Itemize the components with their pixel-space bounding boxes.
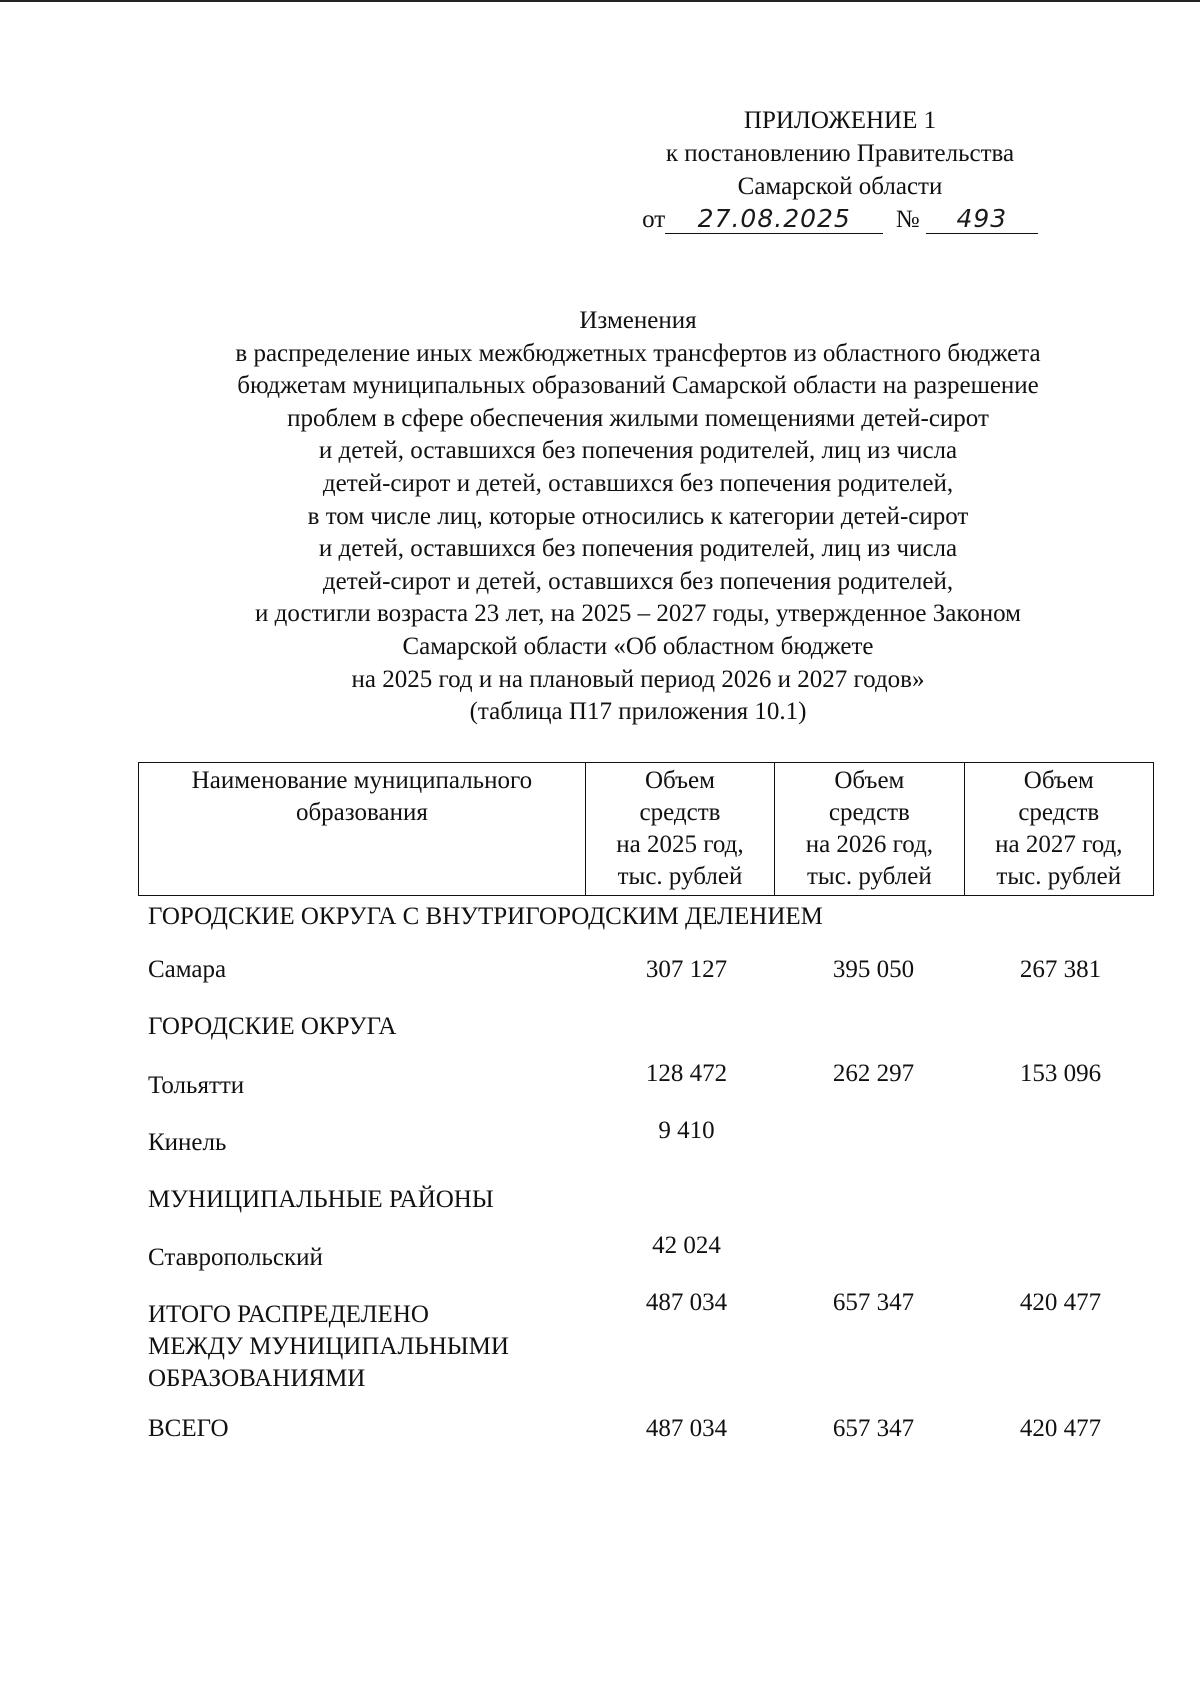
title-line: детей-сирот и детей, оставшихся без попечения родителей, — [322, 567, 954, 595]
header-name-line: Наименование муниципального — [191, 767, 533, 794]
number-sign: № — [895, 206, 920, 233]
section-heading-municipal-districts: МУНИЦИПАЛЬНЫЕ РАЙОНЫ — [148, 1186, 494, 1213]
title-line: и достигли возраста 23 лет, на 2025 – 2027 годы, утвержденное Законом — [255, 600, 1021, 628]
section-heading-city-districts-inner: ГОРОДСКИЕ ОКРУГА С ВНУТРИГОРОДСКИМ ДЕЛЕНИЕМ — [148, 903, 823, 930]
value-2026: 657 347 — [832, 1289, 915, 1316]
header-2025-line: тыс. рублей — [617, 863, 743, 890]
value-2027: 153 096 — [1019, 1060, 1102, 1087]
row-name: ВСЕГО — [148, 1415, 229, 1442]
row-name-line: ИТОГО РАСПРЕДЕЛЕНО — [148, 1301, 429, 1328]
value-2026: 262 297 — [832, 1060, 915, 1087]
header-2026-line: Объем — [834, 767, 905, 794]
value-2025: 307 127 — [645, 956, 728, 983]
row-name — [148, 1299, 588, 1395]
header-2025 — [585, 763, 774, 896]
header-2026-line: средств — [828, 799, 910, 826]
title-line: детей-сирот и детей, оставшихся без попечения родителей, — [322, 469, 954, 497]
appendix-date-row — [620, 203, 1060, 236]
row-name: Ставропольский — [148, 1244, 323, 1271]
title-line: и детей, оставшихся без попечения родителей, лиц из числа — [318, 437, 958, 465]
handwritten-number: 493 — [926, 205, 1038, 234]
appendix-header — [620, 104, 1060, 236]
title-line: Самарской области «Об областном бюджете — [402, 632, 874, 660]
value-2025: 487 034 — [645, 1289, 728, 1316]
header-2026 — [775, 763, 964, 896]
value-2025: 128 472 — [645, 1060, 728, 1087]
section-heading-city-districts: ГОРОДСКИЕ ОКРУГА — [148, 1013, 397, 1040]
header-row — [139, 763, 1154, 896]
title-line: проблем в сфере обеспечения жилыми помещениями детей-сирот — [287, 404, 989, 432]
header-2027-line: на 2027 год, — [995, 831, 1123, 858]
header-2027-line: средств — [1018, 799, 1100, 826]
appendix-line-2: Самарской области — [737, 173, 943, 200]
header-name-line: образования — [295, 799, 428, 826]
handwritten-date: 27.08.2025 — [665, 205, 883, 234]
value-2026: 657 347 — [832, 1415, 915, 1442]
title-line: (таблица П17 приложения 10.1) — [469, 698, 807, 726]
header-2025-line: на 2025 год, — [616, 831, 744, 858]
title-line: в распределение иных межбюджетных трансфертов из областного бюджета — [235, 339, 1041, 367]
header-2026-line: на 2026 год, — [805, 831, 934, 858]
value-2027: 420 477 — [1019, 1415, 1102, 1442]
title-line: бюджетам муниципальных образований Самарской области на разрешение — [237, 372, 1039, 400]
row-name: Самара — [148, 956, 227, 983]
value-2027: 267 381 — [1019, 956, 1102, 983]
date-prefix: от — [642, 206, 666, 233]
header-name — [139, 763, 586, 896]
header-2025-line: Объем — [644, 767, 715, 794]
table-header — [138, 762, 1154, 896]
header-2027-line: Объем — [1023, 767, 1094, 794]
title-line: и детей, оставшихся без попечения родителей, лиц из числа — [318, 535, 958, 563]
appendix-title: ПРИЛОЖЕНИЕ 1 — [743, 107, 937, 134]
value-2027: 420 477 — [1019, 1289, 1102, 1316]
header-2025-line: средств — [639, 799, 721, 826]
row-name: Тольятти — [148, 1072, 245, 1099]
top-border — [0, 0, 1200, 2]
row-name-line: ОБРАЗОВАНИЯМИ — [148, 1365, 366, 1392]
value-2025: 487 034 — [645, 1415, 728, 1442]
row-name: Кинель — [148, 1129, 227, 1156]
header-2026-line: тыс. рублей — [807, 863, 932, 890]
appendix-line-1: к постановлению Правительства — [665, 140, 1015, 167]
value-2026: 395 050 — [832, 956, 915, 983]
document-title — [150, 305, 1126, 729]
header-2027-line: тыс. рублей — [996, 863, 1122, 890]
value-2025: 9 410 — [658, 1117, 715, 1144]
title-line: Изменения — [579, 307, 697, 334]
header-2027 — [964, 763, 1153, 896]
value-2025: 42 024 — [652, 1232, 721, 1259]
title-line: на 2025 год и на плановый период 2026 и 2027 годов» — [351, 665, 925, 693]
row-name-line: МЕЖДУ МУНИЦИПАЛЬНЫМИ — [148, 1333, 509, 1360]
title-line: в том числе лиц, которые относились к категории детей-сирот — [307, 502, 969, 530]
